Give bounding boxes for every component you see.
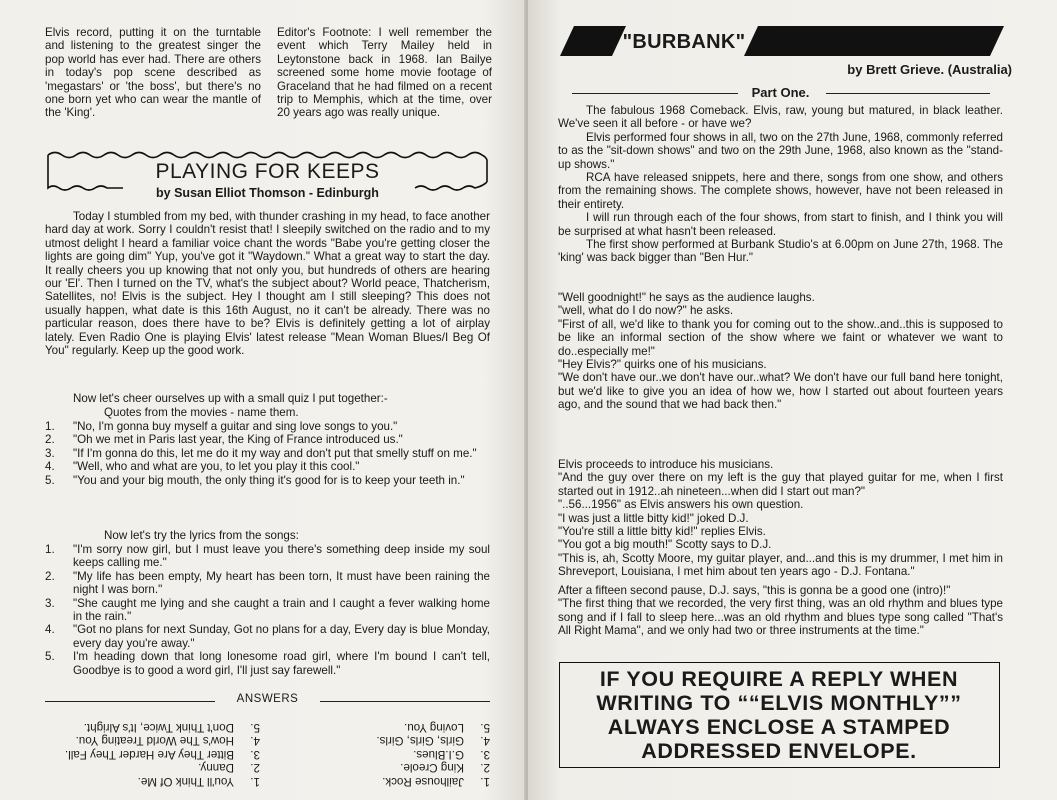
article-title: PLAYING FOR KEEPS (155, 160, 380, 183)
paragraph: "You're still a little bitty kid!" replies Elvis. (558, 525, 766, 539)
list-item (45, 433, 490, 446)
item-text: You'll Think Of Me. (137, 775, 234, 788)
item-number: 2. (45, 433, 55, 447)
item-number: 4. (480, 734, 490, 748)
article-byline: by Brett Grieve. (Australia) (847, 62, 1012, 77)
paragraph: After a fifteen second pause, D.J. says, "this is gonna be a good one (intro)!" (558, 584, 951, 597)
item-text: "I'm sorry now girl, but I must leave you there's something deep inside my soul keeps calling me." (73, 543, 490, 570)
list-item (290, 734, 490, 748)
item-text: "Well, who and what are you, to let you play it this cool." (73, 460, 360, 474)
list-item (45, 543, 490, 570)
right-page (528, 0, 1057, 800)
paragraph: RCA have released snippets, here and there, songs from one show, and others from the remaining shows. The complete shows, however, have not been released in their entirety. (558, 171, 1003, 211)
item-text: Bitter They Are Harder They Fall. (64, 748, 234, 761)
item-text: Jailhouse Rock. (382, 775, 464, 788)
intro-paragraphs (558, 104, 1003, 265)
notice-line: WRITING TO ““ELVIS MONTHLY”” (596, 691, 962, 715)
notice-line: ADDRESSED ENVELOPE. (641, 739, 917, 763)
list-item (45, 570, 490, 597)
editors-footnote: Editor's Footnote: I well remember the event which Terry Mailey held in Leytonstone back in 1968. Ian Bailye screened some home movie footage of Graceland that he had filmed on a recent trip to Memphis, which at the time, over 20 years ago was really unique. (277, 26, 492, 120)
part-heading (558, 85, 1003, 101)
quiz2-heading: Now let's try the lyrics from the songs: (104, 529, 299, 542)
quiz1-list (45, 420, 490, 487)
list-item (45, 748, 260, 762)
item-number: 3. (480, 748, 490, 761)
left-page (0, 0, 526, 800)
paragraph: "We don't have our..we don't have our..what? We don't have our full band here tonight, but we'd like to give you an idea of how we, how I started out about fourteen years ago, and the sound that we had back then." (558, 371, 1003, 412)
paragraph: "Hey Elvis?" quirks one of his musicians. (558, 358, 767, 372)
list-item (290, 748, 490, 762)
notice-line: ALWAYS ENCLOSE A STAMPED (607, 715, 951, 739)
article-byline: by Susan Elliot Thomson - Edinburgh (156, 186, 379, 200)
list-item (45, 420, 490, 433)
quiz1-heading: Quotes from the movies - name them. (104, 406, 299, 419)
paragraph: "And the guy over there on my left is the guy that played guitar for me, when I first started out in 1912..ah nineteen...when did I start out man?" (558, 471, 1003, 498)
burbank-title-band (560, 26, 1004, 56)
item-number: 4. (45, 623, 55, 637)
dialogue-block-1 (558, 291, 1003, 412)
paragraph: "You got a big mouth!" Scotty says to D.J. (558, 538, 772, 552)
item-text: "My life has been empty, My heart has been torn, It must have been raining the night I was born." (73, 569, 490, 597)
paragraph: "First of all, we'd like to thank you for coming out to the show..and..this is supposed to be like an informal section of the show where we faint or whatever we want to do..especially me!" (558, 317, 1003, 358)
paragraph: "The first thing that we recorded, the very first thing, was an old rhythm and blues type song and if I fall to sleep here...was an old rhythm and blues type song called "That's All Right Mama", and we only had two or three instruments at the time." (558, 597, 1003, 638)
list-item (45, 721, 260, 735)
quiz-intro: Now let's cheer ourselves up with a small quiz I put together:- (73, 392, 388, 405)
item-number: 2. (480, 761, 490, 775)
list-item (45, 447, 490, 460)
list-item (45, 650, 490, 677)
dialogue-block-2 (558, 458, 1003, 579)
item-number: 2. (250, 761, 260, 775)
list-item (290, 775, 490, 789)
list-item (45, 761, 260, 775)
paragraph: "This is, ah, Scotty Moore, my guitar player, and...and this is my drummer, I met him in Shreveport, Louisiana, I met him about ten years ago - D.J. Fontana." (558, 551, 1003, 579)
item-number: 4. (45, 460, 55, 474)
list-item (45, 597, 490, 624)
item-text: G.I.Blues. (413, 748, 464, 761)
part-label: Part One. (751, 85, 810, 100)
item-number: 3. (45, 446, 55, 460)
item-number: 5. (250, 721, 260, 734)
item-number: 5. (45, 473, 55, 487)
paragraph: I will run through each of the four shows, from start to finish, and I think you will be surprised at what hasn't been released. (558, 211, 1003, 238)
item-text: Danny. (198, 761, 234, 775)
article-title: "BURBANK" (622, 31, 746, 53)
paragraph: "I was just a little bitty kid!" joked D.J. (558, 511, 749, 525)
item-number: 1. (250, 775, 260, 788)
item-number: 1. (45, 420, 55, 433)
paragraph: The first show performed at Burbank Studio's at 6.00pm on June 27th, 1968. The 'king' was back bigger than "Ben Hur." (558, 238, 1003, 265)
list-item (45, 460, 490, 473)
item-text: I'm heading down that long lonesome road girl, where I'm bound I can't tell, Goodbye is to good a word girl, I'll just say farewell." (73, 650, 490, 677)
item-number: 2. (45, 569, 55, 583)
item-text: "If I'm gonna do this, let me do it my way and don't put that smelly stuff on me." (73, 446, 477, 460)
answers-upside-down (45, 713, 490, 788)
item-number: 5. (45, 650, 55, 664)
notice-line: IF YOU REQUIRE A REPLY WHEN (599, 667, 959, 691)
list-item (290, 761, 490, 775)
reply-notice-box (559, 662, 1000, 768)
item-text: "You and your big mouth, the only thing it's good for is to keep your teeth in." (73, 473, 465, 487)
quiz2-list (45, 543, 490, 677)
item-text: King Creole. (400, 761, 464, 775)
item-text: "She caught me lying and she caught a train and I caught a fever walking home in the rain." (73, 596, 490, 624)
playing-for-keeps-heading (45, 150, 490, 202)
item-number: 1. (480, 775, 490, 788)
paragraph: The fabulous 1968 Comeback. Elvis, raw, young but matured, in black leather. We've seen it all before - or have we? (558, 104, 1003, 131)
paragraph: Elvis proceeds to introduce his musicians. (558, 458, 774, 471)
item-text: Don't Think Twice, It's Alright. (83, 721, 234, 734)
answers-songs (45, 721, 260, 789)
left-col1-text: Elvis record, putting it on the turntable and listening to the greatest singer the pop world has ever had. There are others in today's pop scene described as 'megastars' or 'the boss', but there's no one born yet who can wear the mantle of the 'King'. (45, 26, 261, 120)
dialogue-block-3 (558, 584, 1003, 638)
answers-movies (290, 721, 490, 789)
item-number: 3. (250, 748, 260, 761)
item-number: 4. (250, 734, 260, 748)
list-item (45, 775, 260, 789)
item-text: How's The World Treating You. (75, 734, 234, 748)
item-text: Loving You. (404, 721, 464, 734)
item-text: "Got no plans for next Sunday, Got no plans for a day, Every day is blue Monday, every day you're away." (73, 623, 490, 650)
paragraph: "..56...1956" as Elvis answers his own question. (558, 498, 804, 512)
intro-paragraph: Today I stumbled from my bed, with thunder crashing in my head, to face another hard day at work. Sorry I couldn't resist that! I sleepily switched on the radio and to my utmost delight I heard a familiar voice chant the words "Babe you're getting closer the lights are going dim" Yup, you've got it "Waydown." What a great way to start the day. It really cheers you up knowing that not only you, but hundreds of others are hearing our 'El'. Then I turned on the TV, what's the subject about? World peace, Thatcherism, Satellites, no! Elvis is the subject. Hey I thought am I still sleeping? This does not usually happen, what date is this 16th August, no it can't be already. There was no particular reason, does there have to be? Elvis is definitely getting a lot of airplay lately. Even Radio One is playing Elvis' latest release "Mean Woman Blues/I Beg Of You" regularly. Keep up the good work. (45, 210, 490, 358)
list-item (290, 721, 490, 735)
item-number: 5. (480, 721, 490, 734)
paragraph: Elvis performed four shows in all, two on the 27th June, 1968, commonly referred to as the "sit-down shows" and two on the 29th June, 1968, also known as the "stand-up shows." (558, 130, 1003, 171)
item-text: Girls, Girls, Girls. (376, 734, 464, 748)
item-number: 3. (45, 596, 55, 610)
list-item (45, 474, 490, 487)
item-text: "No, I'm gonna buy myself a guitar and sing love songs to you." (73, 420, 398, 433)
list-item (45, 623, 490, 650)
paragraph: "well, what do I do now?" he asks. (558, 304, 734, 318)
item-number: 1. (45, 543, 55, 556)
paragraph: "Well goodnight!" he says as the audience laughs. (558, 291, 815, 304)
answers-title: ANSWERS (236, 693, 299, 705)
item-text: "Oh we met in Paris last year, the King of France introduced us." (73, 433, 403, 447)
list-item (45, 734, 260, 748)
